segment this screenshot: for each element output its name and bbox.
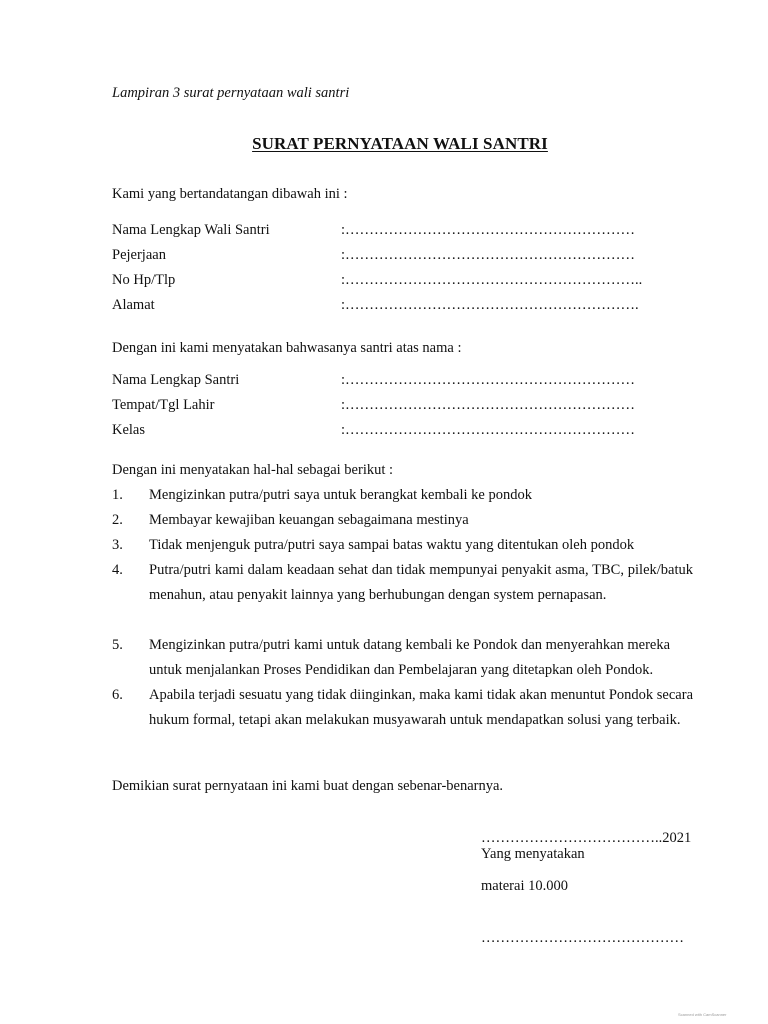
guardian-occupation-field: :…………………………………………………… xyxy=(341,247,636,263)
signature-date-line: ………………………………..2021 xyxy=(481,830,692,846)
student-class-field: :…………………………………………………… xyxy=(341,422,636,438)
statement-text: Membayar kewajiban keuangan sebagaimana mestinya xyxy=(149,512,469,528)
guardian-occupation-label: Pejerjaan xyxy=(112,247,166,263)
intro-text: Kami yang bertandatangan dibawah ini : xyxy=(112,186,348,202)
statements-intro-text: Dengan ini menyatakan hal-hal sebagai berikut : xyxy=(112,462,394,478)
statement-text: Apabila terjadi sesuatu yang tidak diinginkan, maka kami tidak akan menuntut Pondok secara hukum formal, tetapi akan melakukan musyawarah untuk mendapatkan solusi yang terbaik. xyxy=(149,687,694,728)
statement-number: 1. xyxy=(112,487,123,503)
statement-text: Tidak menjenguk putra/putri saya sampai batas waktu yang ditentukan oleh pondok xyxy=(149,537,635,553)
student-name-label: Nama Lengkap Santri xyxy=(112,372,240,388)
closing-text: Demikian surat pernyataan ini kami buat dengan sebenar-benarnya. xyxy=(112,778,504,794)
attachment-caption: Lampiran 3 surat pernyataan wali santri xyxy=(112,85,350,101)
statement-text: Putra/putri kami dalam keadaan sehat dan tidak mempunyai penyakit asma, TBC, pilek/batuk menahun, atau penyakit lainnya yang berhubungan dengan system pernapasan. xyxy=(149,562,693,603)
statement-text: Mengizinkan putra/putri saya untuk berangkat kembali ke pondok xyxy=(149,487,532,503)
statement-number: 6. xyxy=(112,687,123,703)
student-class-label: Kelas xyxy=(112,422,146,438)
scanner-watermark: Scanned with CamScanner xyxy=(678,1012,727,1017)
guardian-phone-field: :…………………………………………………….. xyxy=(341,272,643,288)
statement-number: 2. xyxy=(112,512,123,528)
guardian-phone-label: No Hp/Tlp xyxy=(112,272,176,288)
statement-text: Mengizinkan putra/putri kami untuk datang kembali ke Pondok dan menyerahkan mereka untuk menjalankan Proses Pendidikan dan Pembelajaran yang ditetapkan oleh Pondok. xyxy=(149,637,671,678)
guardian-name-label: Nama Lengkap Wali Santri xyxy=(112,222,270,238)
student-birth-label: Tempat/Tgl Lahir xyxy=(112,397,215,413)
student-intro-text: Dengan ini kami menyatakan bahwasanya santri atas nama : xyxy=(112,340,462,356)
signature-line: …………………………………… xyxy=(481,930,684,946)
statement-number: 3. xyxy=(112,537,123,553)
guardian-address-label: Alamat xyxy=(112,297,155,313)
student-birth-field: :…………………………………………………… xyxy=(341,397,636,413)
statement-number: 4. xyxy=(112,562,123,578)
stamp-label: materai 10.000 xyxy=(481,878,568,894)
statement-number: 5. xyxy=(112,637,123,653)
guardian-name-field: :…………………………………………………… xyxy=(341,222,636,238)
student-name-field: :…………………………………………………… xyxy=(341,372,636,388)
signer-label: Yang menyatakan xyxy=(481,846,585,862)
guardian-address-field: :……………………………………………………. xyxy=(341,297,639,313)
document-title: SURAT PERNYATAAN WALI SANTRI xyxy=(252,134,548,153)
